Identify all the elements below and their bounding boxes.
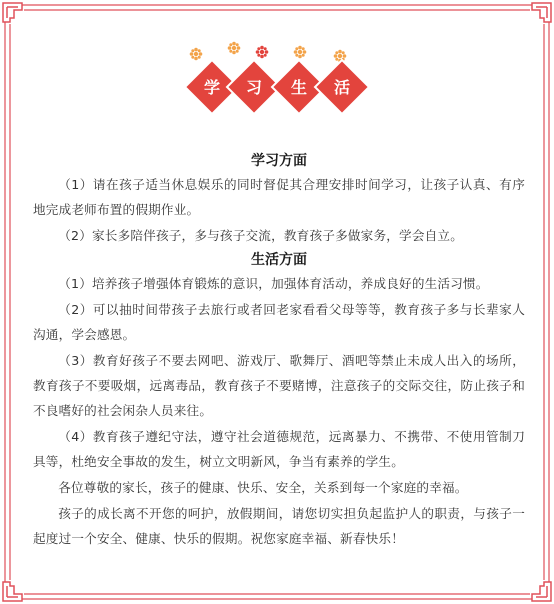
corner-ornament-bottom-left [3, 582, 22, 601]
flower-icon [190, 42, 347, 63]
header-char: 学 [203, 78, 221, 97]
header-graphic [0, 40, 554, 120]
corner-ornament-top-left [3, 3, 22, 22]
header-char: 习 [245, 78, 263, 97]
corner-ornament-top-right [532, 3, 551, 22]
paragraph: （1）请在孩子适当休息娱乐的同时督促其合理安排时间学习，让孩子认真、有序地完成老师布置的假期作业。 [33, 177, 525, 217]
diamond-badge [315, 60, 369, 114]
section-title-life: 生活方面 [251, 252, 307, 268]
paragraph: （1）培养孩子增强体育锻炼的意识，加强体育活动，养成良好的生活习惯。 [58, 276, 489, 291]
paragraph: 各位尊敬的家长，孩子的健康、快乐、安全，关系到每一个家庭的幸福。 [58, 480, 468, 495]
paragraph: （3）教育好孩子不要去网吧、游戏厅、歌舞厅、酒吧等禁止未成人出入的场所，教育孩子不要吸烟，远离毒品，教育孩子不要赌博，注意孩子的交际交往，防止孩子和不良嗜好的社会闲杂人员来往。 [33, 353, 525, 418]
corner-ornament-bottom-right [532, 582, 551, 601]
header-char: 生 [290, 78, 308, 97]
article-body [33, 150, 525, 552]
paragraph: 孩子的成长离不开您的呵护，放假期间，请您切实担负起监护人的职责，与孩子一起度过一个安全、健康、快乐的假期。祝您家庭幸福、新春快乐！ [33, 506, 525, 546]
section-title-study: 学习方面 [251, 153, 307, 169]
header-char: 活 [333, 78, 351, 97]
paragraph: （2）家长多陪伴孩子，多与孩子交流，教育孩子多做家务，学会自立。 [58, 228, 464, 243]
section-header [0, 40, 554, 120]
paragraph: （4）教育孩子遵纪守法，遵守社会道德规范，远离暴力、不携带、不使用管制刀具等，杜绝安全事故的发生，树立文明新风，争当有素养的学生。 [33, 429, 525, 469]
paragraph: （2）可以抽时间带孩子去旅行或者回老家看看父母等等，教育孩子多与长辈家人沟通，学会感恩。 [33, 302, 525, 342]
